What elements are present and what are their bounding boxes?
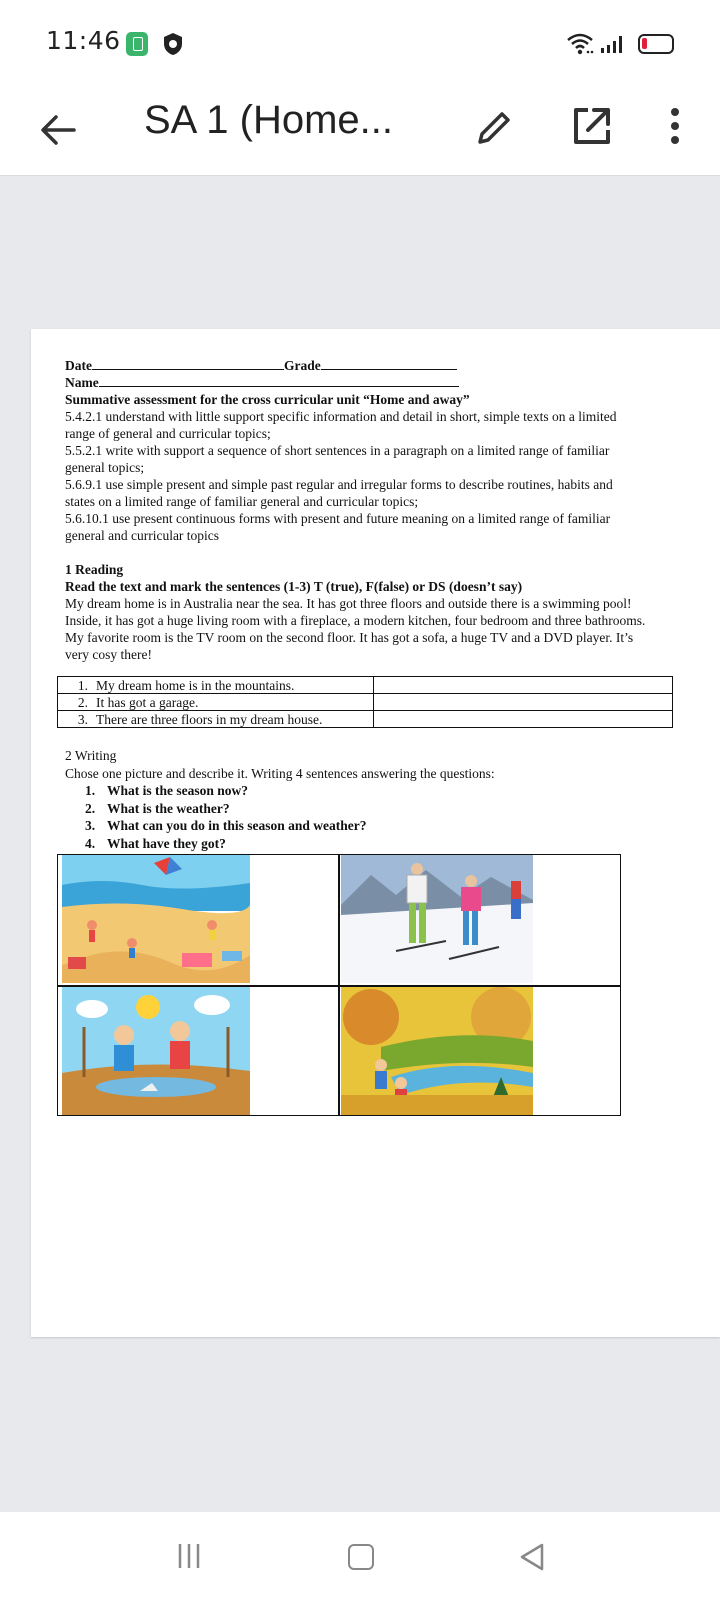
statement-number: 3. — [77, 711, 88, 727]
document-page[interactable] — [31, 329, 720, 1337]
list-item: 4. What have they got? — [85, 835, 226, 851]
objective-line: general topics; — [65, 460, 145, 475]
objective-line: 5.5.2.1 write with support a sequence of short sentences in a paragraph on a limited range of familiar — [65, 443, 610, 458]
edit-pencil-icon[interactable] — [470, 104, 518, 152]
writing-title: 2 Writing — [65, 748, 117, 763]
name-line — [65, 374, 685, 391]
assessment-heading: Summative assessment for the cross curricular unit “Home and away” — [65, 392, 470, 407]
statement-text: My dream home is in the mountains. — [96, 677, 295, 693]
shield-icon — [162, 32, 184, 56]
reading-text-line: very cosy there! — [65, 647, 152, 662]
answer-cell — [374, 694, 673, 711]
name-label: Name — [65, 375, 99, 390]
navigation-bar — [0, 1512, 720, 1600]
objective-line: range of general and curricular topics; — [65, 426, 271, 441]
table-row — [58, 677, 673, 694]
reading-instruction: Read the text and mark the sentences (1-3) T (true), F(false) or DS (doesn’t say) — [65, 579, 523, 594]
reading-title: 1 Reading — [65, 562, 124, 577]
status-bar — [0, 0, 720, 88]
app-bar — [0, 88, 720, 176]
objective-line: states on a limited range of familiar general and curricular topics; — [65, 494, 419, 509]
summer-beach-picture — [62, 855, 250, 983]
answer-cell — [374, 677, 673, 694]
back-triangle-icon[interactable] — [518, 1542, 546, 1572]
statement-text: There are three floors in my dream house. — [96, 711, 323, 727]
true-false-table — [57, 676, 673, 728]
writing-section — [65, 747, 685, 852]
battery-icon — [638, 34, 674, 54]
question-list — [65, 782, 685, 852]
writing-instruction: Chose one picture and describe it. Writing 4 sentences answering the questions: — [65, 765, 495, 781]
signal-icon — [600, 34, 626, 54]
home-icon[interactable] — [348, 1544, 374, 1570]
autumn-park-picture — [341, 987, 533, 1115]
table-row — [58, 711, 673, 728]
list-item: 1. What is the season now? — [85, 783, 249, 798]
spring-kids-picture — [62, 987, 250, 1115]
document-body — [65, 357, 685, 663]
reading-text-line: Inside, it has got a huge living room with a fireplace, a modern kitchen, four bedroom and three bathrooms. — [65, 613, 646, 628]
statement-number: 1. — [77, 677, 88, 693]
status-time: 11:46 — [46, 26, 121, 55]
date-grade-line — [65, 357, 685, 374]
objective-line: 5.4.2.1 understand with little support specific information and detail in short, simple texts on a limited — [65, 409, 617, 424]
picture-grid — [57, 854, 621, 1116]
winter-skiing-picture — [341, 855, 533, 983]
list-item: 3. What can you do in this season and weather? — [85, 818, 367, 833]
statement-number: 2. — [77, 694, 88, 710]
objective-line: 5.6.9.1 use simple present and simple past regular and irregular forms to describe routines, habits and — [65, 477, 613, 492]
green-app-icon — [126, 32, 148, 56]
statement-text: It has got a garage. — [96, 694, 199, 710]
recent-apps-icon[interactable] — [176, 1542, 202, 1570]
document-title: SA 1 (Home... — [144, 98, 393, 142]
open-external-icon[interactable] — [568, 102, 616, 150]
grade-label: Grade — [284, 358, 321, 373]
wifi-icon — [566, 32, 594, 56]
table-row — [58, 694, 673, 711]
reading-text-line: My dream home is in Australia near the sea. It has got three floors and outside there is a swimming pool! — [65, 596, 632, 611]
more-vert-icon[interactable] — [660, 102, 690, 150]
date-label: Date — [65, 358, 92, 373]
answer-cell — [374, 711, 673, 728]
objective-line: 5.6.10.1 use present continuous forms with present and future meaning on a limited range of familiar — [65, 511, 611, 526]
list-item: 2. What is the weather? — [85, 800, 230, 816]
objective-line: general and curricular topics — [65, 528, 220, 543]
reading-text-line: My favorite room is the TV room on the second floor. It has got a sofa, a huge TV and a DVD player. It’s — [65, 630, 634, 645]
back-arrow-icon[interactable] — [34, 106, 82, 154]
